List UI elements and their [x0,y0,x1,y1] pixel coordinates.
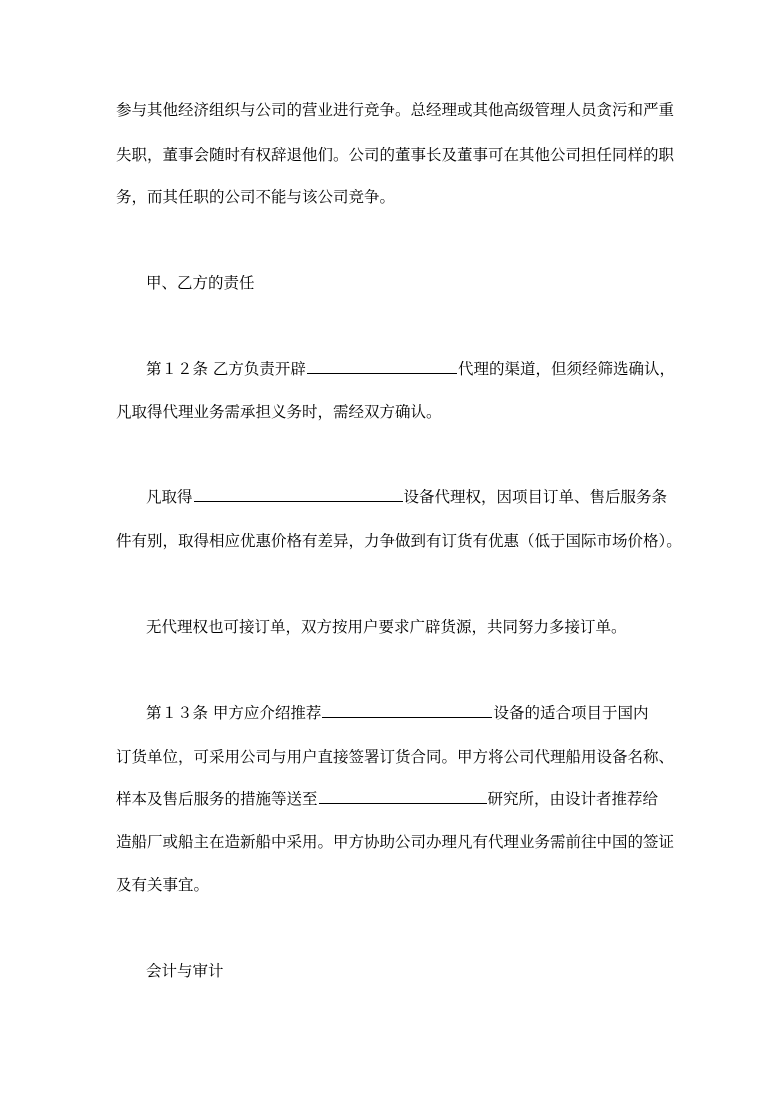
article-13-line3-tail: 研究所，由设计者推荐给 [487,790,659,808]
article-13-line2: 订货单位，可采用公司与用户直接签署订货合同。甲方将公司代理船用设备名称、 [116,748,675,766]
section-heading-responsibility: 甲、乙方的责任 [146,274,255,292]
article-12-lead: 第１２条 乙方负责开辟 [146,360,306,378]
agency-para-tail: 设备代理权，因项目订单、售后服务条 [403,488,668,506]
article-13-line3-lead: 样本及售后服务的措施等送至 [116,790,318,808]
article-13-line1 [146,703,648,723]
fill-in-blank[interactable] [322,703,492,718]
article-13-line3 [116,789,658,809]
section-heading-accounting: 会计与审计 [146,962,224,980]
agency-para-line1 [146,487,667,507]
article-13-tail: 设备的适合项目于国内 [493,704,649,722]
article-12-line1 [146,359,675,379]
para1-line1: 参与其他经济组织与公司的营业进行竞争。总经理或其他高级管理人员贪污和严重 [116,101,675,119]
fill-in-blank[interactable] [194,487,403,502]
article-13-lead: 第１３条 甲方应介绍推荐 [146,704,322,722]
article-13-line5: 及有关事宜。 [116,876,210,894]
article-12-tail: 代理的渠道，但须经筛选确认， [457,360,675,378]
fill-in-blank[interactable] [307,359,457,374]
fill-in-blank[interactable] [319,789,487,804]
article-13-line4: 造船厂或船主在造新船中采用。甲方协助公司办理凡有代理业务需前往中国的签证 [116,833,675,851]
para1-line2: 失职，董事会随时有权辞退他们。公司的董事长及董事可在其他公司担任同样的职 [116,146,675,164]
article-12-line2: 凡取得代理业务需承担义务时，需经双方确认。 [116,403,442,421]
agency-para-lead: 凡取得 [146,488,193,506]
orders-para: 无代理权也可接订单，双方按用户要求广辟货源，共同努力多接订单。 [146,618,627,636]
agency-para-line2: 件有别，取得相应优惠价格有差异，力争做到有订货有优惠（低于国际市场价格）。 [116,532,682,550]
para1-line3: 务，而其任职的公司不能与该公司竞争。 [116,188,396,206]
